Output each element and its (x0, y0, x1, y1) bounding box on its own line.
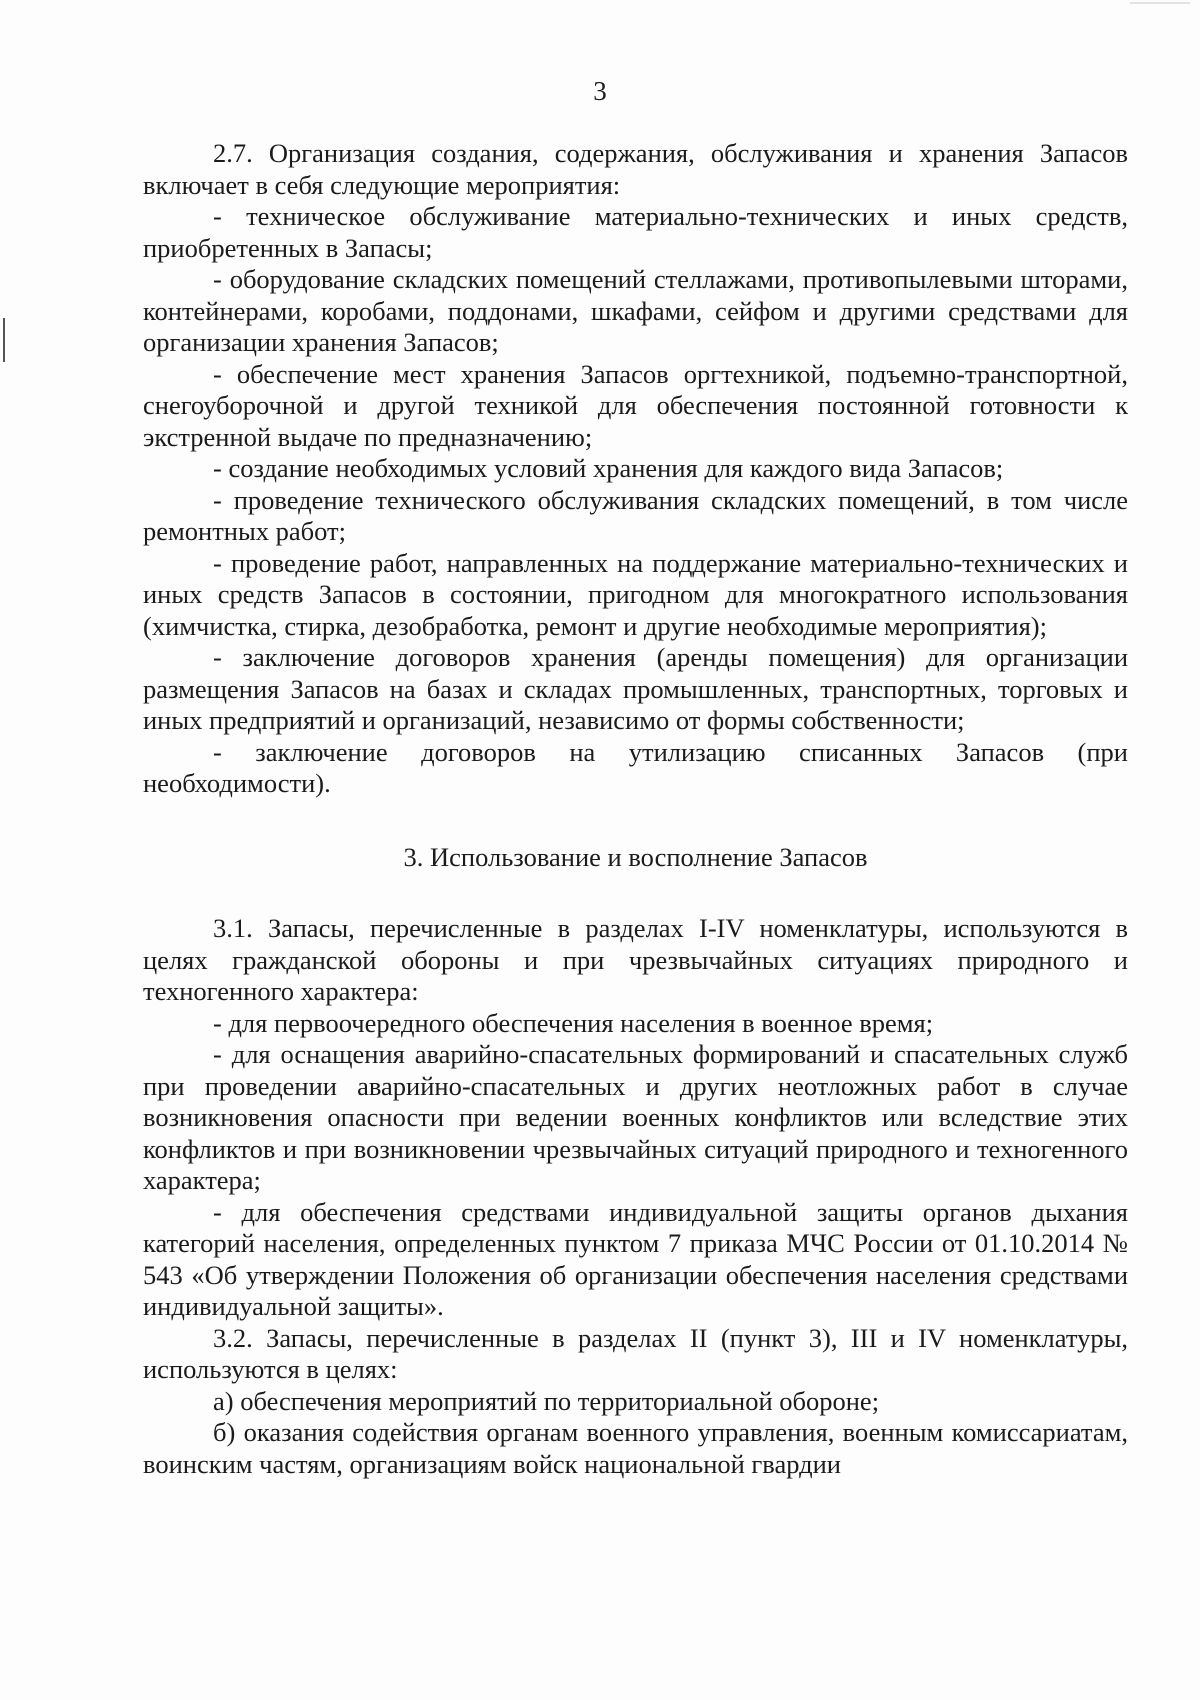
paragraph-3-1: 3.1. Запасы, перечисленные в разделах I-IV номенклатуры, используются в целях гражданской обороны и при чрезвычайных ситуациях природного и техногенного характера: (143, 913, 1128, 1006)
list-item: - заключение договоров на утилизацию списанных Запасов (при необходимости). (143, 736, 1128, 798)
scan-corner-mark (1130, 2, 1190, 4)
section-heading: 3. Использование и восполнение Запасов (403, 841, 868, 872)
list-item: - проведение технического обслуживания складских помещений, в том числе ремонтных работ; (143, 484, 1128, 546)
document-body (143, 138, 1128, 1480)
scan-margin-mark (3, 318, 5, 362)
list-item: - заключение договоров хранения (аренды помещения) для организации размещения Запасов на базах и складах промышленных, транспортных, торговых и иных предприятий и организаций, независимо от формы собственности; (143, 642, 1128, 735)
list-item: - для обеспечения средствами индивидуальной защиты органов дыхания категорий населения, определенных пунктом 7 приказа МЧС России от 01.10.2014 № 543 «Об утверждении Положения об организации обеспечения населения средствами индивидуальной защиты». (143, 1196, 1128, 1321)
list-item: - для первоочередного обеспечения населения в военное время; (213, 1007, 934, 1038)
list-item: - техническое обслуживание материально-технических и иных средств, приобретенных в Запасы; (143, 201, 1128, 263)
list-item: б) оказания содействия органам военного управления, военным комиссариатам, воинским частям, организациям войск национальной гвардии (143, 1417, 1128, 1479)
list-item: - создание необходимых условий хранения для каждого вида Запасов; (213, 453, 1004, 483)
paragraph-3-2: 3.2. Запасы, перечисленные в разделах II (пункт 3), III и IV номенклатуры, используются в целях: (143, 1322, 1128, 1384)
list-item: а) обеспечения мероприятий по территориальной обороне; (213, 1385, 880, 1416)
page-number: 3 (593, 76, 607, 106)
list-item: - проведение работ, направленных на поддержание материально-технических и иных средств Запасов в состоянии, пригодном для многократного использования (химчистка, стирка, дезобработка, ремонт и другие необходимые мероприятия); (143, 547, 1128, 641)
list-item: - для оснащения аварийно-спасательных формирований и спасательных служб при проведении аварийно-спасательных и других неотложных работ в случае возникновения опасности при ведении военных конфликтов или вследствие этих конфликтов и при возникновении чрезвычайных ситуаций природного и техногенного характера; (143, 1039, 1128, 1195)
list-item: - обеспечение мест хранения Запасов оргтехникой, подъемно-транспортной, снегоуборочной и другой техникой для обеспечения постоянной готовности к экстренной выдаче по предназначению; (143, 358, 1128, 452)
list-item: - оборудование складских помещений стеллажами, противопылевыми шторами, контейнерами, коробами, поддонами, шкафами, сейфом и другими средствами для организации хранения Запасов; (143, 264, 1128, 357)
paragraph-2-7: 2.7. Организация создания, содержания, обслуживания и хранения Запасов включает в себя следующие мероприятия: (143, 138, 1128, 200)
